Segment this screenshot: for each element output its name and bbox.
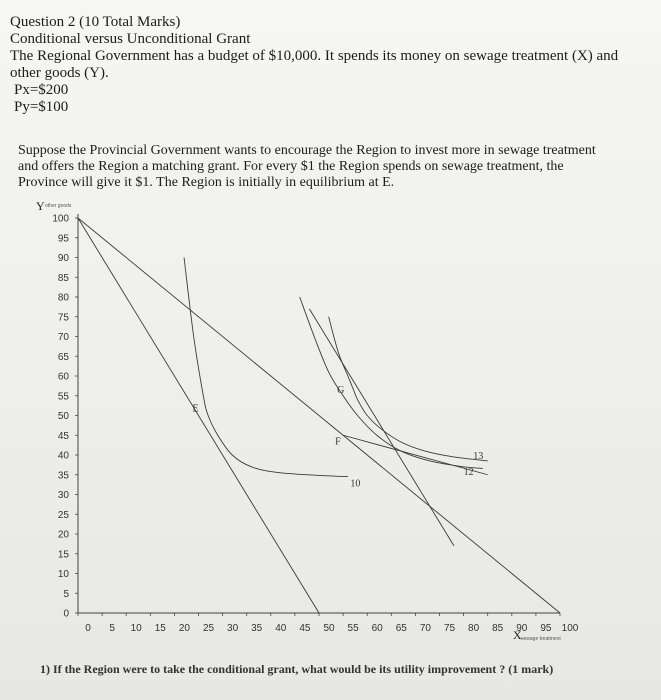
scenario-line-2: and offers the Region a matching grant. For every $1 the Region spends on sewage treatment, the	[18, 159, 564, 174]
y-tick-label: 70	[57, 332, 69, 343]
x-axis-sub-label: sewage treatment	[521, 636, 561, 642]
y-tick-label: 95	[57, 233, 69, 245]
sub-question-1: 1) If the Region were to take the conditional grant, what would be its utility improvement ? (1 mark)	[40, 662, 554, 676]
y-tick-label: 90	[57, 253, 69, 264]
scenario-line-3: Province will give it $1. The Region is initially in equilibrium at E.	[18, 175, 395, 190]
x-tick-label: 50	[323, 623, 335, 634]
point-label-e: E	[192, 403, 199, 415]
budget-line-1	[78, 218, 319, 613]
y-tick-label: 5	[63, 588, 69, 600]
point-label-f: F	[335, 436, 341, 448]
y-tick-label: 100	[52, 213, 69, 225]
budget-line-2	[78, 218, 560, 613]
x-tick-label: 90	[516, 623, 528, 634]
y-axis-letter: Y	[36, 199, 45, 213]
y-tick-label: 60	[57, 371, 69, 383]
indifference-curve-1	[184, 258, 348, 477]
point-label-g: G	[337, 384, 345, 396]
x-tick-label: 35	[251, 623, 263, 634]
question-title: Question 2 (10 Total Marks)	[10, 14, 181, 30]
question-subtitle: Conditional versus Unconditional Grant	[10, 31, 251, 47]
x-tick-label: 80	[468, 623, 480, 634]
price-x: Px=$200	[14, 82, 69, 98]
budget-line-3	[309, 309, 454, 546]
x-tick-label: 0	[85, 623, 91, 634]
question-line-2: other goods (Y).	[10, 65, 109, 81]
y-axis-sub-label: other goods	[45, 203, 72, 209]
y-tick-label: 80	[57, 292, 69, 304]
indifference-curve-3	[329, 317, 488, 461]
x-tick-label: 55	[347, 623, 359, 634]
scenario-line-1: Suppose the Provincial Government wants to encourage the Region to invest more in sewage treatment	[18, 143, 596, 158]
y-tick-label: 45	[57, 430, 69, 442]
x-tick-label: 65	[395, 623, 407, 634]
x-tick-label: 95	[540, 623, 552, 634]
price-y: Py=$100	[14, 99, 69, 115]
y-tick-label: 40	[57, 450, 69, 462]
y-tick-label: 50	[57, 411, 69, 422]
x-tick-label: 100	[561, 623, 579, 634]
x-tick-label: 75	[443, 623, 456, 634]
x-tick-label: 5	[109, 623, 115, 634]
y-tick-label: 85	[57, 272, 69, 284]
x-tick-label: 15	[154, 623, 166, 634]
curve-annotation: 12	[463, 466, 474, 478]
curve-annotation: 10	[350, 478, 361, 490]
y-tick-label: 35	[57, 470, 69, 482]
x-tick-label: 45	[299, 623, 311, 634]
question-line-1: The Regional Government has a budget of $10,000. It spends its money on sewage treatment (X) and	[10, 48, 619, 64]
y-tick-label: 65	[57, 351, 69, 363]
x-tick-label: 40	[275, 623, 287, 634]
y-tick-label: 0	[63, 608, 69, 620]
y-tick-label: 55	[57, 391, 69, 403]
x-tick-label: 85	[492, 623, 504, 634]
x-tick-label: 60	[371, 623, 383, 634]
x-axis-letter: X	[513, 628, 522, 642]
y-tick-label: 25	[57, 509, 69, 521]
x-tick-label: 25	[202, 623, 215, 634]
y-tick-label: 30	[57, 490, 69, 501]
y-tick-label: 75	[57, 312, 69, 324]
y-tick-label: 10	[57, 569, 69, 580]
x-tick-label: 30	[227, 623, 239, 634]
x-tick-label: 20	[178, 623, 190, 634]
y-tick-label: 15	[57, 549, 69, 561]
x-tick-label: 10	[130, 623, 142, 634]
curve-annotation: 13	[473, 450, 484, 462]
x-tick-label: 70	[419, 623, 431, 634]
y-tick-label: 20	[57, 529, 69, 541]
